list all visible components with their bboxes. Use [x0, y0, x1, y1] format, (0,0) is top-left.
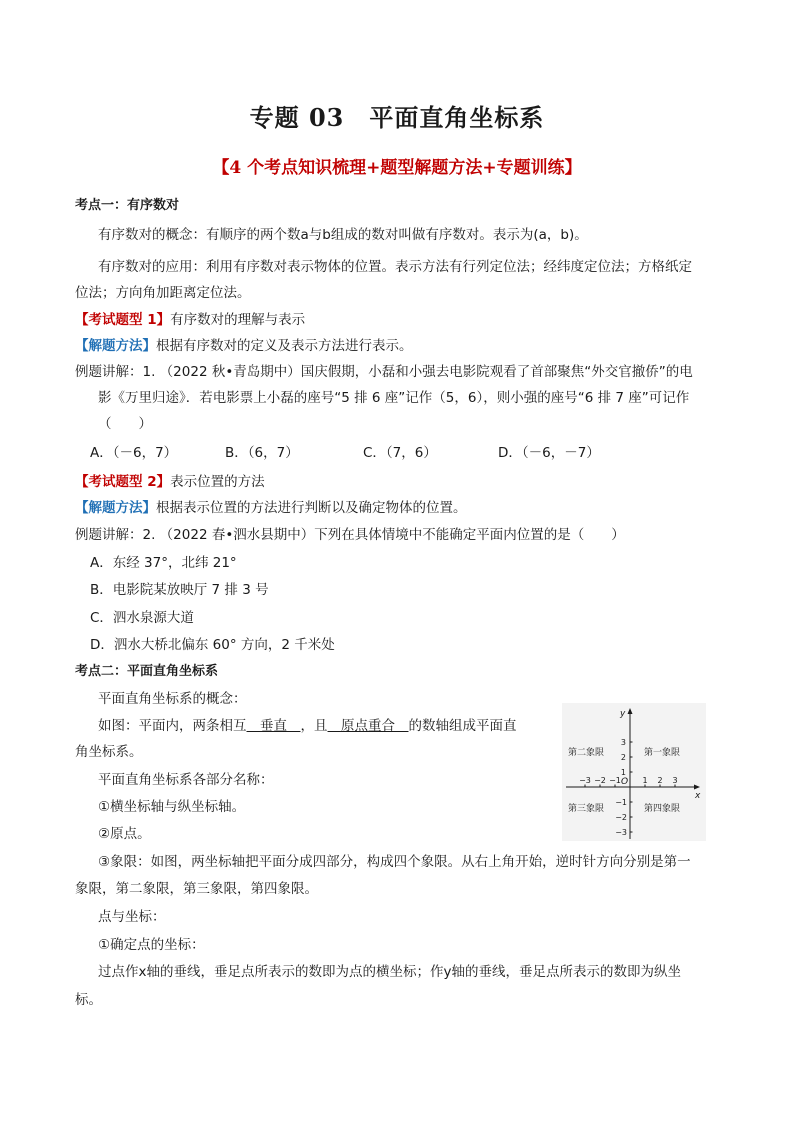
part-origin: ②原点。: [98, 826, 151, 842]
ordered-pair-concept: 有序数对的概念：有顺序的两个数a与b组成的数对叫做有序数对。表示为(a，b)。: [98, 227, 588, 243]
exam-type-1: [75, 310, 305, 330]
definition-blank-2: [328, 718, 409, 734]
x-tick-label: 1: [642, 776, 648, 785]
example-1-line1: 例题讲解：1. （2022 秋•青岛期中）国庆假期，小磊和小强去电影院观看了首部聚焦“外交官撤侨”的电: [75, 364, 693, 380]
figure-background: [562, 703, 706, 841]
method-tag: 【解题方法】: [75, 338, 156, 354]
x-tick-label: −1: [609, 776, 621, 785]
part-quadrant-line1: ③象限：如图，两坐标轴把平面分成四部分，构成四个象限。从右上角开始，逆时针方向分别是第一: [98, 854, 691, 870]
example-1-blank: （ ）: [98, 416, 152, 432]
y-tick-label: −1: [615, 798, 627, 807]
x-tick-label: 2: [657, 776, 663, 785]
section-heading-point1: 考点一：有序数对: [75, 198, 180, 213]
page-subtitle: 【4 个考点知识梳理+题型解题方法+专题训练】: [212, 158, 582, 178]
ordered-pair-application-line1: 有序数对的应用：利用有序数对表示物体的位置。表示方法有行列定位法；经纬度定位法；方格纸定: [98, 259, 692, 275]
y-tick-label: −2: [615, 813, 627, 822]
coord-definition-line1: [98, 716, 517, 736]
y-tick-label: 1: [620, 768, 626, 777]
solution-method-2: [75, 498, 467, 518]
method-text: 根据有序数对的定义及表示方法进行表示。: [156, 338, 413, 354]
point-coord-label: 点与坐标：: [98, 909, 166, 925]
exam-type-2: [75, 472, 265, 492]
quadrant-1-label: 第一象限: [644, 748, 681, 758]
definition-blank-1: [247, 718, 301, 734]
example-2-option-a: A．东经 37°，北纬 21°: [90, 555, 237, 571]
example-2-option-c: C．泗水泉源大道: [90, 610, 194, 626]
exam-type-text: 表示位置的方法: [170, 474, 265, 490]
coord-definition-line2: 角坐标系。: [75, 744, 143, 760]
x-tick-label: −2: [594, 776, 606, 785]
origin-label: O: [621, 777, 629, 787]
solution-method-1: [75, 336, 413, 356]
example-2-option-b: B．电影院某放映厅 7 排 3 号: [90, 582, 269, 598]
part-quadrant-line2: 象限，第二象限，第三象限，第四象限。: [75, 881, 318, 897]
example-2-option-d: D．泗水大桥北偏东 60° 方向，2 千米处: [90, 637, 335, 653]
method-text: 根据表示位置的方法进行判断以及确定物体的位置。: [156, 500, 467, 516]
x-tick-label: 3: [672, 776, 678, 785]
section-heading-point2: 考点二：平面直角坐标系: [75, 664, 219, 679]
exam-type-tag: 【考试题型 2】: [75, 474, 171, 490]
determine-line1: 过点作x轴的垂线，垂足点所表示的数即为点的横坐标；作y轴的垂线，垂足点所表示的数即为纵坐: [98, 964, 681, 980]
y-tick-label: −3: [615, 828, 627, 837]
blank-answer: 垂直: [260, 718, 287, 734]
definition-text: ，且: [300, 718, 328, 734]
coordinate-system-figure: [562, 703, 706, 841]
y-axis-label: y: [620, 709, 626, 719]
exam-type-text: 有序数对的理解与表示: [170, 312, 306, 328]
part-axes: ①横坐标轴与纵坐标轴。: [98, 799, 246, 815]
page-title: 专题 03 平面直角坐标系: [249, 103, 545, 132]
definition-text: 如图：平面内，两条相互: [98, 718, 247, 734]
exam-type-tag: 【考试题型 1】: [75, 312, 171, 328]
blank-answer: 原点重合: [341, 718, 395, 734]
parts-label: 平面直角坐标系各部分名称：: [98, 772, 274, 788]
method-tag: 【解题方法】: [75, 500, 156, 516]
example-1-option-b: B．（6，7）: [225, 445, 299, 461]
x-axis-label: x: [695, 791, 701, 801]
ordered-pair-application-line2: 位法；方向角加距离定位法。: [75, 285, 251, 301]
example-1-option-c: C．（7，6）: [363, 445, 437, 461]
example-1-line2: 影《万里归途》．若电影票上小磊的座号“5 排 6 座”记作（5，6），则小强的座号“6 排 7 座”可记作: [98, 390, 690, 406]
definition-text: 的数轴组成平面直: [408, 718, 517, 734]
quadrant-4-label: 第四象限: [644, 804, 681, 814]
example-1-option-a: A．（－6，7）: [90, 445, 178, 461]
coord-concept-label: 平面直角坐标系的概念：: [98, 691, 247, 707]
y-tick-label: 3: [620, 738, 626, 747]
y-tick-label: 2: [620, 753, 626, 762]
determine-line2: 标。: [75, 992, 102, 1008]
example-1-option-d: D．（－6，－7）: [498, 445, 600, 461]
quadrant-3-label: 第三象限: [568, 804, 605, 814]
determine-label: ①确定点的坐标：: [98, 937, 205, 953]
quadrant-2-label: 第二象限: [568, 748, 605, 758]
example-2: 例题讲解：2. （2022 春•泗水县期中）下列在具体情境中不能确定平面内位置的是（ ）: [75, 527, 625, 543]
x-tick-label: −3: [579, 776, 591, 785]
